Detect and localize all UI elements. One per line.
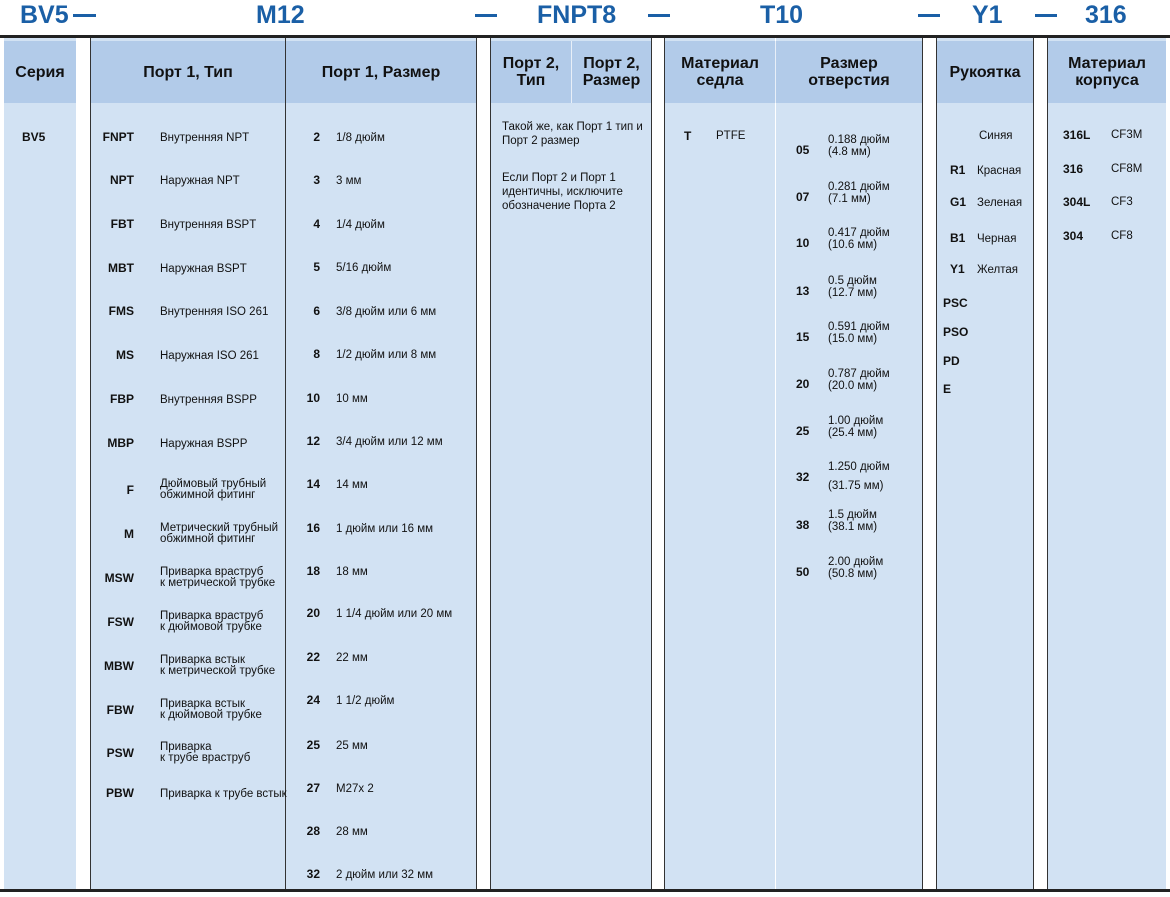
handle-desc: Желтая: [977, 264, 1018, 276]
dash: [648, 14, 670, 17]
port1-size-desc: 1/8 дюйм: [336, 132, 385, 144]
header-orifice: Размер отверстия: [776, 41, 922, 103]
port1-size-desc: 5/16 дюйм: [336, 262, 392, 274]
port1-size-desc: 1/2 дюйм или 8 мм: [336, 349, 437, 361]
port2-note: Если Порт 2 и Порт 1: [502, 172, 616, 184]
port2-note: Порт 2 размер: [502, 135, 580, 147]
divider: [490, 38, 491, 889]
port1-size-desc: 2 дюйм или 32 мм: [336, 869, 434, 881]
divider: [775, 41, 776, 103]
orifice-desc: 1.250 дюйм: [828, 461, 890, 473]
port1-size-desc: 14 мм: [336, 479, 368, 491]
orifice-desc: (15.0 мм): [828, 333, 878, 345]
port1-size-code: 24: [306, 693, 320, 707]
port1-type-desc: обжимной фитинг: [160, 489, 256, 501]
port1-size-code: 20: [306, 606, 320, 620]
port1-size-code: 10: [306, 391, 320, 405]
orifice-desc: 1.5 дюйм: [828, 509, 877, 521]
port1-type-code: MBT: [108, 261, 134, 275]
code-handle: Y1: [972, 1, 1003, 29]
port1-size-desc: 3/8 дюйм или 6 мм: [336, 306, 437, 318]
port1-type-code: MBW: [104, 659, 134, 673]
orifice-code: 25: [796, 424, 810, 438]
handle-code: B1: [950, 231, 966, 245]
port1-type-code: FBT: [110, 217, 134, 231]
port1-type-desc: к дюймовой трубке: [160, 709, 262, 721]
port1-type-code: PSW: [106, 746, 134, 760]
port1-type-code: MS: [116, 348, 134, 362]
port1-type-desc: Наружная ISO 261: [160, 350, 259, 362]
port1-size-desc: 3 мм: [336, 175, 362, 187]
orifice-desc: (7.1 мм): [828, 193, 871, 205]
header-seat: Материал седла: [665, 41, 775, 103]
port1-type-desc: к трубе враструб: [160, 752, 251, 764]
port1-size-desc: M27x 2: [336, 783, 374, 795]
orifice-desc: 0.787 дюйм: [828, 368, 890, 380]
header-port1-type: Порт 1, Тип: [91, 41, 285, 103]
header-port1-size: Порт 1, Размер: [286, 41, 476, 103]
dash: [73, 14, 96, 17]
handle-code: Y1: [950, 262, 965, 276]
port1-size-code: 2: [313, 130, 320, 144]
orifice-desc: (20.0 мм): [828, 380, 878, 392]
port1-size-desc: 1 1/4 дюйм или 20 мм: [336, 608, 453, 620]
port1-type-desc: Приварка враструб: [160, 610, 264, 622]
orifice-code: 38: [796, 518, 810, 532]
port1-type-desc: к дюймовой трубке: [160, 621, 262, 633]
header-port2-size: Порт 2, Размер: [572, 41, 651, 103]
divider: [476, 38, 477, 889]
port1-type-desc: Приварка встык: [160, 698, 246, 710]
port2-note: обозначение Порта 2: [502, 200, 616, 212]
port1-type-desc: Приварка встык: [160, 654, 246, 666]
body-code: 304: [1063, 229, 1084, 243]
orifice-code: 07: [796, 190, 810, 204]
header-handle: Рукоятка: [937, 41, 1033, 103]
orifice-code: 20: [796, 377, 810, 391]
orifice-desc: 0.417 дюйм: [828, 227, 890, 239]
port1-type-desc: Внутренняя BSPT: [160, 219, 257, 231]
port1-type-desc: Внутренняя BSPP: [160, 394, 257, 406]
port1-type-desc: обжимной фитинг: [160, 533, 256, 545]
orifice-desc: (10.6 мм): [828, 239, 878, 251]
orifice-desc: 0.591 дюйм: [828, 321, 890, 333]
orifice-code: 05: [796, 143, 810, 157]
port1-size-code: 16: [306, 521, 320, 535]
handle-desc: Зеленая: [977, 197, 1023, 209]
body-code: 316: [1063, 162, 1084, 176]
header-series: Серия: [4, 41, 76, 103]
port1-size-code: 25: [306, 738, 320, 752]
divider: [571, 41, 572, 103]
body-desc: CF8M: [1111, 163, 1143, 175]
port1-size-code: 6: [313, 304, 320, 318]
port1-size-code: 5: [313, 260, 320, 274]
code-series: BV5: [20, 1, 69, 29]
orifice-desc: (25.4 мм): [828, 427, 878, 439]
port1-type-code: FNPT: [102, 130, 134, 144]
handle-code: G1: [950, 195, 967, 209]
port1-type-code: M: [124, 527, 134, 541]
port1-size-desc: 1/4 дюйм: [336, 219, 385, 231]
port1-type-code: MSW: [104, 571, 134, 585]
port1-size-code: 12: [306, 434, 320, 448]
port1-type-code: FMS: [108, 304, 134, 318]
orifice-code: 13: [796, 284, 810, 298]
header-body: Материал корпуса: [1048, 41, 1166, 103]
port2-note: Такой же, как Порт 1 тип и: [502, 121, 643, 133]
port1-type-code: MBP: [107, 436, 134, 450]
handle-code: E: [943, 382, 952, 396]
port1-size-desc: 22 мм: [336, 652, 368, 664]
port1-size-code: 8: [313, 347, 320, 361]
code-seat-orifice: T10: [760, 1, 804, 29]
orifice-desc: (31.75 мм): [828, 480, 884, 492]
port1-size-desc: 1 1/2 дюйм: [336, 695, 395, 707]
port1-size-desc: 1 дюйм или 16 мм: [336, 523, 434, 535]
port1-size-desc: 10 мм: [336, 393, 368, 405]
port2-note: идентичны, исключите: [502, 186, 623, 198]
port1-type-desc: к метрической трубке: [160, 665, 276, 677]
code-port2: FNPT8: [537, 1, 617, 29]
handle-code: R1: [950, 163, 966, 177]
orifice-desc: 2.00 дюйм: [828, 556, 884, 568]
orifice-desc: (4.8 мм): [828, 146, 871, 158]
body-code: 304L: [1063, 195, 1091, 209]
orifice-desc: (38.1 мм): [828, 521, 878, 533]
orifice-code: 50: [796, 565, 810, 579]
col-port1-size: [286, 38, 476, 889]
handle-code: PSO: [943, 325, 969, 339]
port1-type-code: FBP: [110, 392, 134, 406]
port1-type-code: NPT: [110, 173, 134, 187]
code-port1: M12: [256, 1, 305, 29]
body-desc: CF3M: [1111, 129, 1143, 141]
port1-type-desc: Метрический трубный: [160, 522, 279, 534]
port1-size-code: 28: [306, 824, 320, 838]
port1-type-desc: Внутренняя ISO 261: [160, 306, 269, 318]
handle-desc: Синяя: [979, 130, 1013, 142]
header-port2-type: Порт 2, Тип: [491, 41, 571, 103]
divider: [1047, 38, 1048, 889]
body-desc: CF3: [1111, 196, 1133, 208]
dash: [918, 14, 940, 17]
port1-type-desc: Внутренняя NPT: [160, 132, 250, 144]
orifice-code: 15: [796, 330, 810, 344]
handle-code: PD: [943, 354, 960, 368]
orifice-desc: (12.7 мм): [828, 287, 878, 299]
port1-size-desc: 3/4 дюйм или 12 мм: [336, 436, 443, 448]
orifice-code: 32: [796, 470, 810, 484]
seat-code: T: [684, 129, 692, 143]
body-code: 316L: [1063, 128, 1091, 142]
divider: [936, 38, 937, 889]
port1-type-desc: Наружная NPT: [160, 175, 240, 187]
port1-size-code: 3: [313, 173, 320, 187]
orifice-desc: 1.00 дюйм: [828, 415, 884, 427]
port1-type-desc: Дюймовый трубный: [160, 478, 267, 490]
port1-type-desc: к метрической трубке: [160, 577, 276, 589]
handle-code: PSC: [943, 296, 968, 310]
port1-size-code: 32: [306, 867, 320, 881]
port1-size-code: 27: [306, 781, 320, 795]
port1-type-desc: Наружная BSPT: [160, 263, 247, 275]
port1-type-desc: Приварка: [160, 741, 212, 753]
port1-size-code: 14: [306, 477, 320, 491]
divider: [285, 38, 286, 889]
port1-size-desc: 25 мм: [336, 740, 368, 752]
port1-size-desc: 18 мм: [336, 566, 368, 578]
seat-desc: PTFE: [716, 130, 746, 142]
divider: [90, 38, 91, 889]
orifice-desc: 0.188 дюйм: [828, 134, 890, 146]
divider: [651, 38, 652, 889]
orifice-desc: 0.5 дюйм: [828, 275, 877, 287]
handle-desc: Красная: [977, 165, 1022, 177]
port1-type-code: F: [126, 483, 134, 497]
handle-desc: Черная: [977, 233, 1017, 245]
port1-type-desc: Наружная BSPP: [160, 438, 248, 450]
col-series: [4, 38, 76, 889]
orifice-desc: 0.281 дюйм: [828, 181, 890, 193]
divider: [922, 38, 923, 889]
dash: [1035, 14, 1057, 17]
port1-type-code: FSW: [107, 615, 134, 629]
dash: [475, 14, 497, 17]
port1-type-code: PBW: [106, 786, 134, 800]
orifice-desc: (50.8 мм): [828, 568, 878, 580]
port1-type-desc: Приварка к трубе встык: [160, 788, 287, 800]
port1-type-code: FBW: [106, 703, 134, 717]
port1-size-code: 18: [306, 564, 320, 578]
port1-size-code: 4: [313, 217, 320, 231]
series-code: BV5: [22, 130, 46, 144]
port1-size-code: 22: [306, 650, 320, 664]
orifice-code: 10: [796, 236, 810, 250]
col-seat: [665, 38, 775, 889]
divider: [1033, 38, 1034, 889]
divider: [664, 38, 665, 889]
code-body: 316: [1085, 1, 1127, 29]
port1-size-desc: 28 мм: [336, 826, 368, 838]
body-desc: CF8: [1111, 230, 1133, 242]
col-port2: [491, 38, 651, 889]
port1-type-desc: Приварка враструб: [160, 566, 264, 578]
